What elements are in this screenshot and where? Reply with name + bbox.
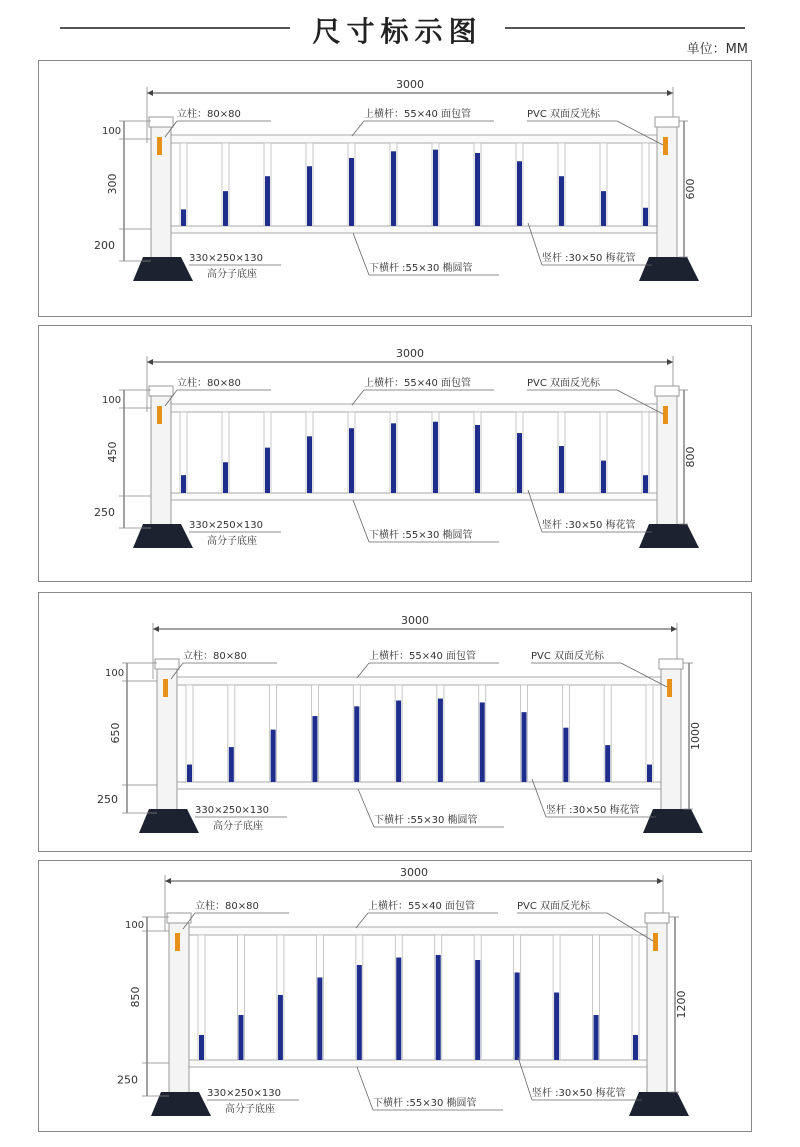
- title-divider-left: [60, 27, 290, 29]
- top-rail: [161, 135, 663, 143]
- base-block: [639, 257, 699, 281]
- arrow-icon: [657, 878, 663, 884]
- picket-blue: [349, 158, 354, 226]
- width-value: 3000: [400, 866, 428, 879]
- bottom-rail-spec-label: 下横杆 :55×30 椭圆管: [369, 530, 473, 541]
- picket-blue: [475, 153, 480, 226]
- mid-height-value: 850: [129, 986, 142, 1008]
- arrow-icon: [667, 359, 673, 365]
- picket: [562, 685, 569, 782]
- picket-blue: [436, 955, 441, 1060]
- picket-blue: [438, 699, 443, 782]
- bottom-rail: [161, 493, 663, 500]
- picket-blue: [433, 422, 438, 493]
- picket-blue: [563, 728, 568, 782]
- left-dimensions: [94, 121, 151, 261]
- picket: [514, 935, 521, 1060]
- total-height-value: 1200: [675, 990, 688, 1019]
- base-name-label: 高分子底座: [225, 1104, 275, 1115]
- right-dimension: [679, 390, 697, 524]
- base-block: [639, 524, 699, 548]
- picket: [553, 935, 560, 1060]
- bottom-rail: [179, 1060, 653, 1067]
- top-rail: [161, 404, 663, 412]
- reflector-icon: [663, 137, 668, 155]
- right-dimension: [669, 917, 688, 1092]
- bottom-rail: [161, 226, 663, 233]
- leader-line: [357, 663, 369, 678]
- picket-blue: [559, 446, 564, 493]
- picket-blue: [223, 191, 228, 226]
- right-dimension: [683, 663, 702, 809]
- left-dimensions: [117, 917, 169, 1096]
- picket-blue: [515, 973, 520, 1061]
- reflector-icon: [653, 933, 658, 951]
- reflector-spec-label: PVC 双面反光标: [527, 378, 601, 389]
- picket-blue: [265, 176, 270, 226]
- post-cap: [149, 117, 173, 127]
- reflector-spec-label: PVC 双面反光标: [531, 651, 605, 662]
- bottom-rail-spec-label: 下横杆 :55×30 椭圆管: [373, 1098, 477, 1109]
- base-size-label: 330×250×130: [207, 1088, 282, 1099]
- picket: [435, 935, 442, 1060]
- picket-blue: [223, 462, 228, 493]
- picket-blue: [647, 765, 652, 782]
- picket: [228, 685, 235, 782]
- post-cap: [149, 386, 173, 396]
- arrow-icon: [671, 626, 677, 632]
- base-block: [629, 1092, 689, 1116]
- width-value: 3000: [401, 614, 429, 627]
- base-block: [133, 524, 193, 548]
- picket: [437, 685, 444, 782]
- reflector-icon: [157, 137, 162, 155]
- picket-blue: [307, 166, 312, 226]
- post-spec-label: 立柱：80×80: [183, 651, 247, 662]
- picket: [432, 143, 439, 226]
- picket: [264, 143, 271, 226]
- left-dimensions: [94, 390, 151, 528]
- unit-label: 单位：MM: [686, 42, 748, 57]
- picket: [474, 143, 481, 226]
- picket-blue: [312, 716, 317, 782]
- reflector-icon: [157, 406, 162, 424]
- leader-line: [353, 233, 369, 275]
- picket-blue: [517, 161, 522, 226]
- post-cap: [167, 913, 191, 923]
- picket-blue: [238, 1015, 243, 1060]
- arrow-icon: [153, 626, 159, 632]
- picket: [180, 143, 187, 226]
- total-height-value: 1000: [689, 722, 702, 750]
- arrow-icon: [165, 878, 171, 884]
- post-spec-label: 立柱：80×80: [177, 109, 241, 120]
- total-height-value: 800: [684, 446, 697, 468]
- picket-blue: [594, 1015, 599, 1060]
- picket: [600, 412, 607, 493]
- picket: [642, 412, 649, 493]
- diagram-panel-1200: [38, 860, 752, 1132]
- picket: [356, 935, 363, 1060]
- picket: [237, 935, 244, 1060]
- leader-line: [352, 121, 364, 136]
- picket: [348, 143, 355, 226]
- reflector-icon: [163, 679, 168, 697]
- picket: [311, 685, 318, 782]
- fence-diagram: [39, 61, 751, 316]
- post-cap: [645, 913, 669, 923]
- arrow-icon: [667, 90, 673, 96]
- leader-line: [356, 913, 368, 928]
- picket: [632, 935, 639, 1060]
- leader-line: [353, 500, 369, 542]
- fence-diagram: [39, 861, 751, 1131]
- picket-blue: [349, 428, 354, 493]
- picket-blue: [601, 191, 606, 226]
- top-gap-value: 100: [125, 920, 145, 931]
- picket: [642, 143, 649, 226]
- picket-spec-label: 竖杆 :30×50 梅花管: [542, 520, 636, 531]
- picket-blue: [229, 747, 234, 782]
- top-gap-value: 100: [102, 395, 122, 406]
- picket: [593, 935, 600, 1060]
- picket: [516, 412, 523, 493]
- bottom-gap-value: 250: [94, 506, 115, 519]
- picket: [600, 143, 607, 226]
- picket-spec-label: 竖杆 :30×50 梅花管: [532, 1088, 626, 1099]
- page-title: 尺寸标示图: [312, 15, 483, 48]
- picket: [479, 685, 486, 782]
- base-block: [643, 809, 703, 833]
- picket-blue: [181, 475, 186, 493]
- picket-blue: [199, 1035, 204, 1060]
- picket-blue: [554, 993, 559, 1061]
- bottom-gap-value: 200: [94, 239, 115, 252]
- picket-blue: [317, 978, 322, 1061]
- picket: [198, 935, 205, 1060]
- picket: [432, 412, 439, 493]
- picket-blue: [633, 1035, 638, 1060]
- diagram-panel-600: [38, 60, 752, 317]
- picket: [186, 685, 193, 782]
- picket: [646, 685, 653, 782]
- post-cap: [655, 386, 679, 396]
- post-cap: [155, 659, 179, 669]
- base-size-label: 330×250×130: [195, 805, 270, 816]
- picket: [604, 685, 611, 782]
- picket-blue: [181, 209, 186, 226]
- picket-blue: [475, 425, 480, 493]
- picket: [264, 412, 271, 493]
- base-name-label: 高分子底座: [213, 821, 263, 832]
- base-block: [151, 1092, 211, 1116]
- picket-blue: [601, 461, 606, 493]
- picket: [395, 935, 402, 1060]
- picket-blue: [433, 150, 438, 226]
- bottom-rail-spec-label: 下横杆 :55×30 椭圆管: [374, 815, 478, 826]
- picket: [521, 685, 528, 782]
- picket-spec-label: 竖杆 :30×50 梅花管: [542, 253, 636, 264]
- width-dimension: [153, 614, 677, 679]
- bottom-gap-value: 250: [97, 793, 118, 806]
- picket: [277, 935, 284, 1060]
- post-cap: [659, 659, 683, 669]
- callouts: [165, 376, 663, 547]
- base-name-label: 高分子底座: [207, 536, 257, 547]
- picket: [222, 412, 229, 493]
- post-spec-label: 立柱：80×80: [195, 901, 259, 912]
- picket: [516, 143, 523, 226]
- diagram-panel-800: [38, 325, 752, 582]
- picket-blue: [643, 208, 648, 226]
- total-height-value: 600: [684, 178, 697, 200]
- reflector-spec-label: PVC 双面反光标: [517, 901, 591, 912]
- picket-blue: [480, 702, 485, 782]
- header: [0, 0, 800, 60]
- base-size-label: 330×250×130: [189, 253, 264, 264]
- fence-diagram: [39, 593, 751, 851]
- width-value: 3000: [396, 78, 424, 91]
- top-rail: [179, 927, 653, 935]
- mid-height-value: 300: [106, 173, 119, 195]
- picket-blue: [391, 151, 396, 226]
- bottom-gap-value: 250: [117, 1073, 138, 1087]
- picket-blue: [517, 433, 522, 493]
- picket: [474, 935, 481, 1060]
- picket-blue: [391, 423, 396, 493]
- reflector-icon: [175, 933, 180, 951]
- picket-blue: [605, 745, 610, 782]
- callouts: [171, 649, 667, 832]
- picket-blue: [187, 765, 192, 782]
- arrow-icon: [147, 90, 153, 96]
- picket: [353, 685, 360, 782]
- picket-blue: [307, 436, 312, 493]
- leader-line: [352, 390, 364, 405]
- title-divider-right: [505, 27, 745, 29]
- picket: [222, 143, 229, 226]
- picket: [390, 143, 397, 226]
- top-rail-spec-label: 上横杆：55×40 面包管: [368, 901, 476, 912]
- reflector-spec-label: PVC 双面反光标: [527, 109, 601, 120]
- mid-height-value: 450: [106, 441, 119, 463]
- callouts: [165, 107, 663, 280]
- arrow-icon: [147, 359, 153, 365]
- mid-height-value: 650: [109, 722, 122, 744]
- leader-line: [358, 789, 374, 827]
- picket: [390, 412, 397, 493]
- top-gap-value: 100: [105, 668, 125, 679]
- top-rail-spec-label: 上横杆：55×40 面包管: [369, 651, 477, 662]
- picket-blue: [396, 701, 401, 782]
- picket-blue: [278, 995, 283, 1060]
- top-rail: [167, 677, 667, 685]
- picket: [180, 412, 187, 493]
- right-dimension: [679, 121, 697, 257]
- picket: [348, 412, 355, 493]
- left-dimensions: [97, 663, 157, 813]
- reflector-icon: [663, 406, 668, 424]
- top-gap-value: 100: [102, 126, 122, 137]
- picket: [558, 412, 565, 493]
- picket-blue: [643, 475, 648, 493]
- leader-line: [357, 1067, 373, 1110]
- picket: [395, 685, 402, 782]
- reflector-icon: [667, 679, 672, 697]
- post-cap: [655, 117, 679, 127]
- picket-blue: [522, 712, 527, 782]
- picket-blue: [271, 730, 276, 782]
- base-block: [139, 809, 199, 833]
- picket: [316, 935, 323, 1060]
- width-value: 3000: [396, 347, 424, 360]
- base-name-label: 高分子底座: [207, 269, 257, 280]
- post-spec-label: 立柱：80×80: [177, 378, 241, 389]
- picket-blue: [357, 965, 362, 1060]
- picket: [306, 412, 313, 493]
- top-rail-spec-label: 上横杆：55×40 面包管: [364, 109, 472, 120]
- diagram-panel-1000: [38, 592, 752, 852]
- picket: [306, 143, 313, 226]
- picket: [558, 143, 565, 226]
- top-rail-spec-label: 上横杆：55×40 面包管: [364, 378, 472, 389]
- picket-blue: [396, 958, 401, 1061]
- width-dimension: [165, 866, 663, 931]
- picket-blue: [559, 176, 564, 226]
- picket-blue: [354, 706, 359, 782]
- bottom-rail-spec-label: 下横杆 :55×30 椭圆管: [369, 263, 473, 274]
- base-size-label: 330×250×130: [189, 520, 264, 531]
- fence-diagram: [39, 326, 751, 581]
- picket: [474, 412, 481, 493]
- picket: [270, 685, 277, 782]
- bottom-rail: [167, 782, 667, 789]
- picket-spec-label: 竖杆 :30×50 梅花管: [546, 805, 640, 816]
- picket-blue: [475, 960, 480, 1060]
- picket-blue: [265, 448, 270, 493]
